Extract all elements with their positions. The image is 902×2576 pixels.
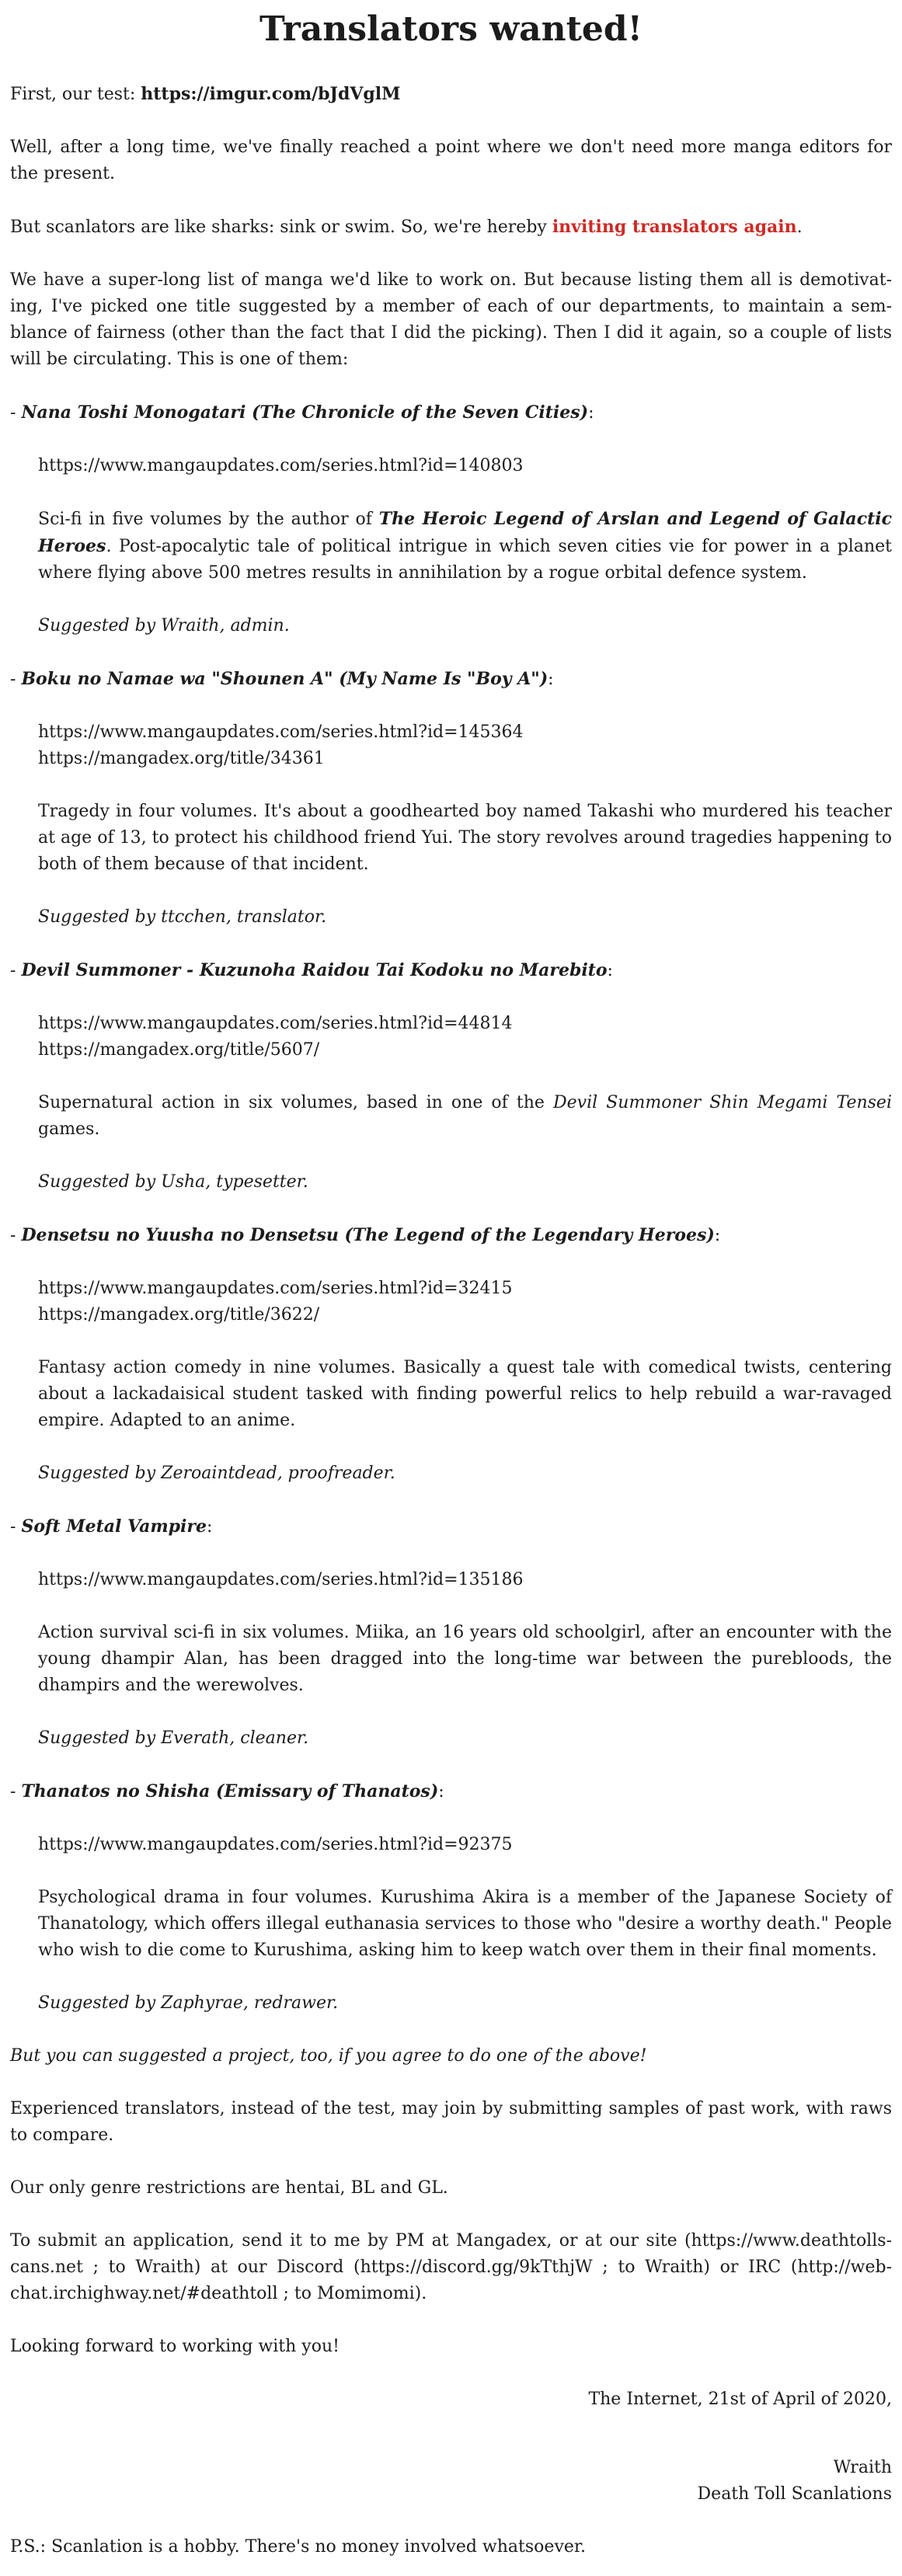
text-segment: - — [10, 670, 22, 689]
text-segment: : — [714, 1226, 721, 1245]
restrictions-paragraph: Our only genre restrictions are hentai, BL and GL. — [10, 2178, 448, 2198]
text-segment: Densetsu no Yuusha no Densetsu (The Legend of the Legendary Heroes) — [21, 1225, 715, 1245]
series-description — [38, 799, 892, 878]
signature-block — [10, 2455, 892, 2508]
series-entry — [10, 957, 892, 1196]
text-segment: : — [607, 961, 613, 980]
series-title — [10, 1513, 892, 1540]
series-suggested-by: Suggested by Zaphyrae, redrawer. — [38, 1993, 339, 2013]
series-links — [38, 1567, 892, 1593]
text-segment: : — [548, 670, 554, 689]
series-entry — [10, 666, 892, 931]
series-link-url: https://www.mangaupdates.com/series.html?id=140803 — [38, 456, 524, 475]
series-links — [38, 1011, 892, 1063]
text-segment: : — [206, 1517, 213, 1537]
series-title — [10, 399, 892, 426]
accent-text: inviting translators again — [552, 217, 797, 237]
intro-paragraph-editors — [10, 134, 892, 187]
signature-name: Wraith — [833, 2458, 892, 2477]
text-segment: Soft Metal Vampire — [21, 1516, 207, 1537]
series-link-url: https://www.mangaupdates.com/series.html?id=32415 — [38, 1279, 513, 1298]
test-line — [10, 81, 892, 108]
series-link-url: https://www.mangaupdates.com/series.html?id=92375 — [38, 1835, 513, 1854]
text-segment: First, our test: — [10, 85, 141, 104]
experienced-paragraph: Experienced translators, instead of the test, may join by submitting samples of past work, with raws to compare. — [10, 2099, 892, 2145]
intro-paragraph-list — [10, 267, 892, 373]
text-segment: - — [10, 403, 22, 423]
suggest-note: But you can suggested a project, too, if you agree to do one of the above! — [10, 2046, 647, 2066]
series-link-url: https://mangadex.org/title/34361 — [38, 749, 325, 768]
page-title: Translators wanted! — [259, 9, 643, 49]
series-links — [38, 1832, 892, 1858]
series-title — [10, 1778, 892, 1805]
text-segment: Devil Summoner Shin Megami Tensei — [553, 1093, 892, 1112]
series-title — [10, 1222, 892, 1249]
series-suggested-by: Suggested by Zeroaintdead, proofreader. — [38, 1464, 395, 1483]
text-segment: https://imgur.com/bJdVglM — [141, 84, 401, 104]
text-segment: - — [10, 1226, 22, 1245]
series-suggested-by: Suggested by ttcchen, translator. — [38, 907, 327, 927]
series-suggested-by: Suggested by Usha, typesetter. — [38, 1172, 308, 1192]
text-segment: The Heroic Legend of Arslan and Legend of Galactic Heroes — [38, 509, 892, 556]
text-segment: Psychological drama in four volumes. Kurushima Akira is a member of the Japanese Society of Thanatology, which offers illegal euthanasia services to those who "desire a worthy death." People who wish to die come to Kurushima, asking him to keep watch over them in their final moments. — [38, 1888, 892, 1960]
series-title — [10, 957, 892, 984]
series-title — [10, 666, 892, 693]
text-segment: Boku no Namae wa "Shounen A" (My Name Is "Boy A") — [21, 669, 549, 689]
text-segment: Tragedy in four volumes. It's about a goodhearted boy named Takashi who murdered his teacher at age of 13, to protect his childhood friend Yui. The story revolves around tragedies happening to both of them because of that incident. — [38, 802, 892, 874]
text-segment: . — [796, 218, 803, 237]
series-description — [38, 506, 892, 587]
series-links — [38, 1276, 892, 1328]
text-segment: Sci-fi in five volumes by the author of — [38, 510, 379, 529]
text-segment: Fantasy action comedy in nine volumes. Basically a quest tale with comedical twists, centering about a lackadaisical student tasked with finding powerful relics to help rebuild a war-ravaged empire. Adapted to an anime. — [38, 1358, 892, 1430]
text-segment: . Post-apocalytic tale of political intrigue in which seven cities vie for power in a planet where flying above 500 metres results in annihilation by a rogue orbital defence system. — [38, 537, 892, 583]
text-segment: : — [588, 403, 594, 423]
series-suggested-by: Suggested by Wraith, admin. — [38, 616, 290, 635]
series-entry — [10, 1513, 892, 1752]
text-segment: - — [10, 1517, 22, 1537]
text-segment: Devil Summoner - Kuzunoha Raidou Tai Kodoku no Marebito — [21, 960, 608, 980]
series-link-url: https://www.mangaupdates.com/series.html?id=44814 — [38, 1014, 513, 1033]
text-segment: Thanatos no Shisha (Emissary of Thanatos) — [21, 1781, 439, 1801]
text-segment: - — [10, 1782, 22, 1801]
series-link-url: https://www.mangaupdates.com/series.html?id=135186 — [38, 1570, 524, 1589]
postscript: P.S.: Scanlation is a hobby. There's no money involved whatsoever. — [10, 2537, 586, 2557]
text-segment: But scanlators are like sharks: sink or swim. So, we're hereby — [10, 218, 552, 237]
series-entry — [10, 1778, 892, 2017]
series-description — [38, 1885, 892, 1964]
series-links — [38, 453, 892, 479]
dateline: The Internet, 21st of April of 2020, — [588, 2390, 892, 2409]
text-segment: We have a super-long list of manga we'd like to work on. But because listing them all is demotivating, I've picked one title suggested by a member of each of our departments, to maintain a semblance of fairness (other than the fact that I did the picking). Then I did it again, so a couple of lists will be circulating. This is one of them: — [10, 270, 892, 369]
text-segment: Nana Toshi Monogatari (The Chronicle of the Seven Cities) — [21, 402, 589, 423]
text-segment: Supernatural action in six volumes, based in one of the — [38, 1093, 553, 1112]
text-segment: : — [438, 1782, 444, 1801]
series-description — [38, 1620, 892, 1699]
series-description — [38, 1090, 892, 1143]
signature-group: Death Toll Scanlations — [697, 2484, 892, 2504]
text-segment: Action survival sci-fi in six volumes. Miika, an 16 years old schoolgirl, after an encounter with the young dhampir Alan, has been dragged into the long-time war between the purebloods, the dhampirs and the werewolves. — [38, 1623, 892, 1695]
intro-paragraph-sharks — [10, 214, 892, 241]
series-link-url: https://www.mangaupdates.com/series.html?id=145364 — [38, 722, 524, 742]
text-segment: Well, after a long time, we've finally reached a point where we don't need more manga editors for the present. — [10, 138, 892, 183]
series-links — [38, 719, 892, 772]
series-description — [38, 1355, 892, 1434]
series-link-url: https://mangadex.org/title/5607/ — [38, 1040, 320, 1060]
text-segment: games. — [38, 1119, 100, 1139]
text-segment: - — [10, 961, 22, 980]
series-suggested-by: Suggested by Everath, cleaner. — [38, 1728, 309, 1748]
series-link-url: https://mangadex.org/title/3622/ — [38, 1305, 320, 1325]
closing-paragraph: Looking forward to working with you! — [10, 2337, 340, 2356]
submit-paragraph: To submit an application, send it to me by PM at Mangadex, or at our site (https://www.deathtollscans.net ; to Wraith) at our Discord (https://discord.gg/9kTthjW ; to Wraith) or IRC (http://webchat.irchighway.net/#deathtoll ; to Momimomi). — [10, 2231, 892, 2303]
series-entry — [10, 399, 892, 639]
series-list — [10, 399, 892, 2017]
series-entry — [10, 1222, 892, 1487]
